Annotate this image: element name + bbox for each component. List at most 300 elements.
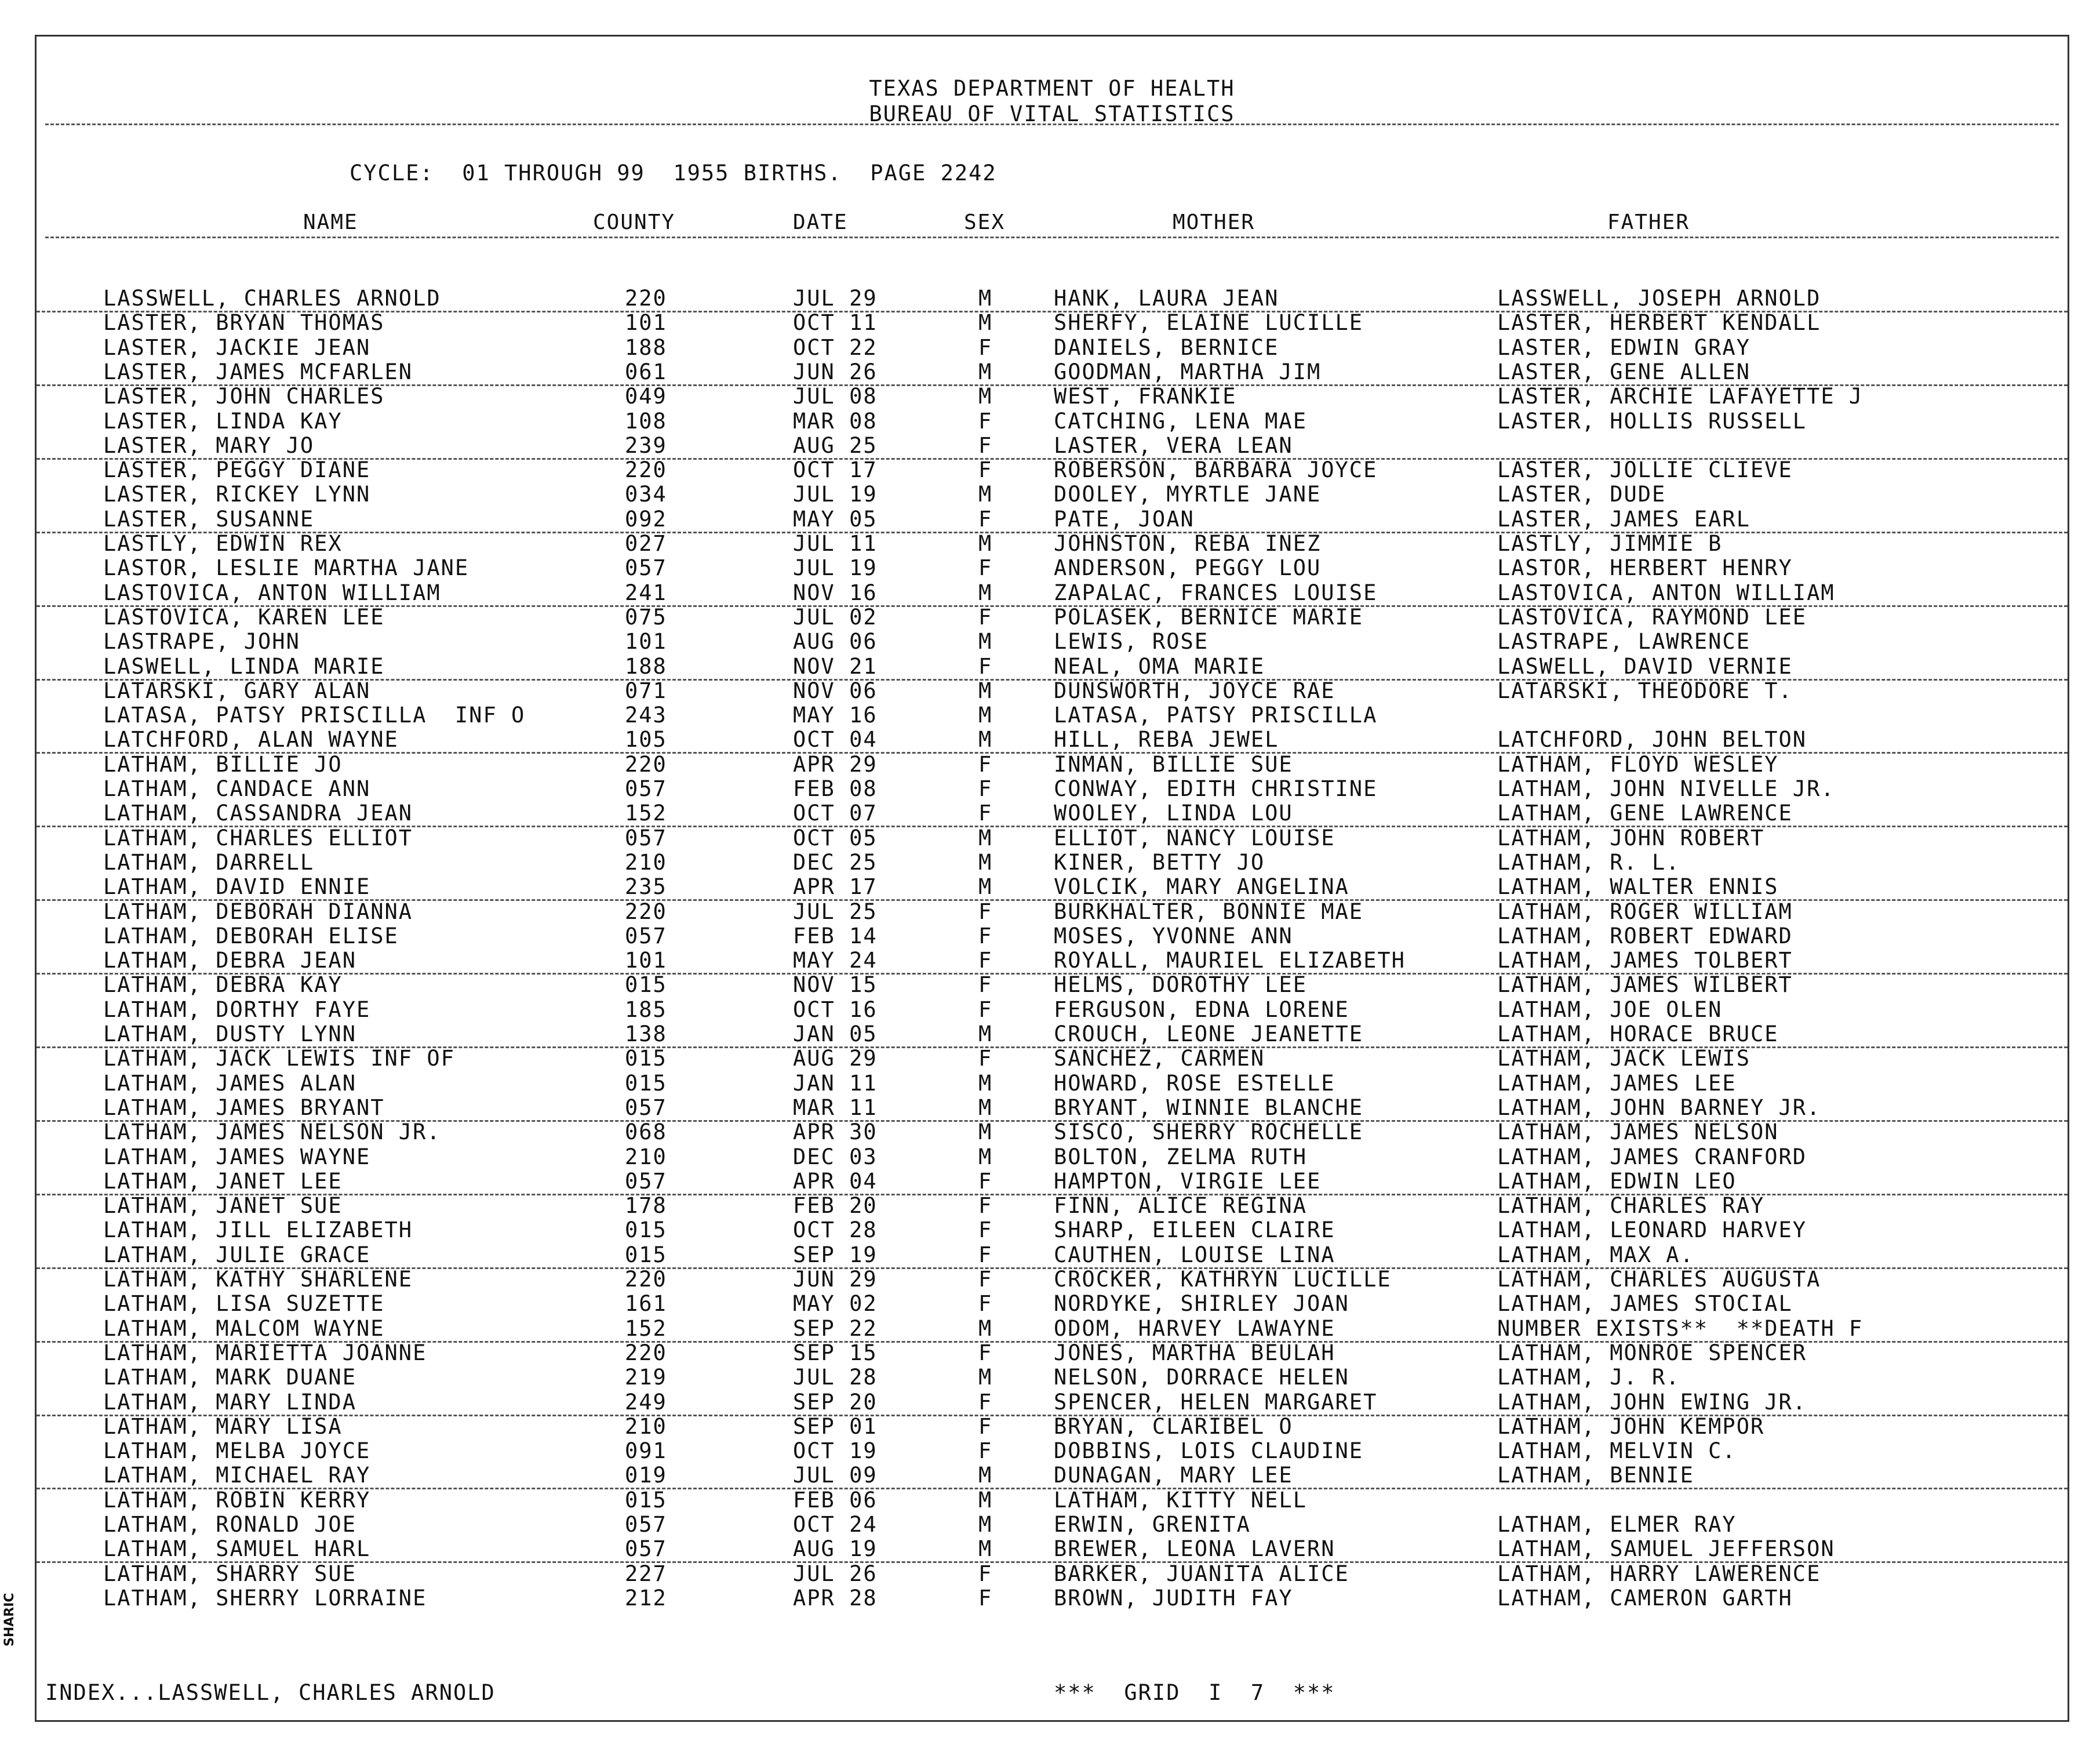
cell-date: FEB 20: [793, 1193, 878, 1219]
table-row: [37, 948, 2068, 975]
cell-county: 239: [625, 432, 667, 458]
cell-sex: F: [978, 432, 993, 458]
cell-name: LATHAM, ROBIN KERRY: [103, 1487, 371, 1513]
cell-date: JUN 29: [793, 1267, 878, 1292]
cell-county: 034: [625, 482, 667, 507]
cell-name: LATHAM, DEBORAH DIANNA: [103, 899, 413, 924]
cell-date: DEC 25: [793, 849, 878, 875]
table-row: [37, 874, 2068, 901]
cell-father: LASTER, ARCHIE LAFAYETTE J: [1497, 384, 1864, 409]
cell-mother: LEWIS, ROSE: [1054, 629, 1209, 655]
cell-father: LATHAM, EDWIN LEO: [1497, 1168, 1737, 1194]
table-row: [37, 850, 2068, 875]
cell-father: LATHAM, CHARLES RAY: [1497, 1193, 1765, 1219]
cell-sex: M: [978, 849, 993, 875]
cell-date: AUG 29: [793, 1046, 878, 1071]
cell-mother: SANCHEZ, CARMEN: [1054, 1046, 1265, 1071]
cell-mother: CATCHING, LENA MAE: [1054, 408, 1307, 434]
cell-date: OCT 07: [793, 801, 878, 826]
cell-sex: F: [978, 1242, 993, 1267]
cell-mother: ZAPALAC, FRANCES LOUISE: [1054, 580, 1378, 605]
table-row: [37, 1512, 2068, 1537]
cell-sex: M: [978, 629, 993, 655]
table-row: [37, 1438, 2068, 1463]
cell-father: LASTER, JOLLIE CLIEVE: [1497, 457, 1793, 483]
cell-father: LATHAM, JACK LEWIS: [1497, 1046, 1750, 1071]
table-row: [37, 703, 2068, 728]
cell-name: LATHAM, DEBORAH ELISE: [103, 923, 399, 948]
cell-father: LASWELL, DAVID VERNIE: [1497, 653, 1793, 679]
side-label: SHARIC: [2, 1593, 17, 1647]
cell-mother: ERWIN, GRENITA: [1054, 1512, 1251, 1537]
cell-mother: INMAN, BILLIE SUE: [1054, 751, 1293, 777]
cell-county: 235: [625, 874, 667, 900]
table-row: [37, 605, 2068, 630]
cell-date: JUL 19: [793, 555, 878, 581]
cell-county: 015: [625, 1046, 667, 1071]
table-row: [37, 972, 2068, 997]
cell-date: MAY 16: [793, 703, 878, 728]
cell-father: LATHAM, J. R.: [1497, 1365, 1680, 1390]
cell-date: APR 29: [793, 751, 878, 777]
cell-name: LATHAM, SHARRY SUE: [103, 1561, 356, 1586]
cell-father: LATHAM, JOHN NIVELLE JR.: [1497, 776, 1835, 801]
cell-sex: M: [978, 1070, 993, 1096]
cell-name: LATHAM, JILL ELIZABETH: [103, 1217, 413, 1243]
cell-mother: DANIELS, BERNICE: [1054, 335, 1279, 360]
cell-county: 210: [625, 1144, 667, 1169]
table-row: [37, 678, 2068, 703]
cell-father: LATHAM, JAMES LEE: [1497, 1070, 1737, 1096]
cell-county: 188: [625, 653, 667, 679]
cell-county: 068: [625, 1120, 667, 1145]
cell-name: LATHAM, JAMES BRYANT: [103, 1095, 385, 1120]
cell-sex: M: [978, 531, 993, 556]
column-header-sex: SEX: [964, 210, 1006, 234]
cell-date: NOV 06: [793, 678, 878, 703]
cell-father: LATHAM, HARRY LAWERENCE: [1497, 1561, 1821, 1586]
cell-sex: M: [978, 727, 993, 753]
cell-sex: F: [978, 948, 993, 973]
cell-father: LASTER, HOLLIS RUSSELL: [1497, 408, 1807, 434]
cell-date: FEB 14: [793, 923, 878, 948]
cell-father: LATHAM, JOE OLEN: [1497, 997, 1723, 1022]
cell-name: LATHAM, CASSANDRA JEAN: [103, 801, 413, 826]
cell-name: LATHAM, CANDACE ANN: [103, 776, 371, 801]
cell-name: LATHAM, DORTHY FAYE: [103, 997, 371, 1022]
cell-county: 220: [625, 1340, 667, 1365]
cell-date: FEB 06: [793, 1487, 878, 1513]
header-rule: [45, 123, 2059, 125]
bureau-title: BUREAU OF VITAL STATISTICS: [869, 101, 1235, 126]
cell-sex: F: [978, 1585, 993, 1611]
cell-mother: LATASA, PATSY PRISCILLA: [1054, 703, 1378, 728]
cell-county: 212: [625, 1585, 667, 1611]
cell-date: JUL 28: [793, 1365, 878, 1390]
cell-sex: F: [978, 1561, 993, 1586]
cell-sex: F: [978, 408, 993, 434]
cell-mother: VOLCIK, MARY ANGELINA: [1054, 874, 1349, 900]
cell-name: LATHAM, JAMES NELSON JR.: [103, 1120, 441, 1145]
cell-father: LATHAM, LEONARD HARVEY: [1497, 1217, 1807, 1243]
cell-date: JUN 26: [793, 359, 878, 384]
cell-date: JUL 11: [793, 531, 878, 556]
cell-date: NOV 16: [793, 580, 878, 605]
table-row: [37, 1169, 2068, 1195]
table-row: [37, 629, 2068, 654]
cell-father: LASTER, DUDE: [1497, 482, 1666, 507]
table-row: [37, 924, 2068, 948]
cell-date: OCT 19: [793, 1438, 878, 1464]
cell-date: MAR 11: [793, 1095, 878, 1120]
table-row: [37, 727, 2068, 754]
cell-mother: CROCKER, KATHRYN LUCILLE: [1054, 1267, 1392, 1292]
cell-date: FEB 08: [793, 776, 878, 801]
cell-father: LATHAM, FLOYD WESLEY: [1497, 751, 1779, 777]
cell-date: MAY 24: [793, 948, 878, 973]
cell-sex: M: [978, 310, 993, 336]
cell-father: LATHAM, ROGER WILLIAM: [1497, 899, 1793, 924]
cell-sex: M: [978, 1095, 993, 1120]
table-row: [37, 433, 2068, 460]
cell-sex: F: [978, 776, 993, 801]
cell-name: LASTER, JACKIE JEAN: [103, 335, 371, 360]
cell-sex: M: [978, 874, 993, 900]
cell-date: JUL 09: [793, 1463, 878, 1488]
cell-county: 178: [625, 1193, 667, 1219]
cell-father: LASTOVICA, RAYMOND LEE: [1497, 604, 1807, 630]
cell-sex: F: [978, 1193, 993, 1219]
cell-date: SEP 20: [793, 1389, 878, 1415]
column-header-name: NAME: [303, 210, 358, 234]
cell-sex: F: [978, 1291, 993, 1317]
cell-county: 220: [625, 286, 667, 311]
table-row: [37, 359, 2068, 386]
cell-sex: M: [978, 1463, 993, 1488]
table-row: [37, 752, 2068, 777]
cell-date: AUG 25: [793, 432, 878, 458]
document-frame: [35, 35, 2069, 1722]
cell-date: JAN 05: [793, 1022, 878, 1046]
cell-county: 057: [625, 1536, 667, 1562]
cell-name: LATHAM, SAMUEL HARL: [103, 1536, 371, 1562]
cell-county: 015: [625, 1070, 667, 1096]
cell-date: OCT 11: [793, 310, 878, 336]
cell-county: 188: [625, 335, 667, 360]
cell-county: 152: [625, 801, 667, 826]
cell-father: LASTOR, HERBERT HENRY: [1497, 555, 1793, 581]
cell-mother: DUNAGAN, MARY LEE: [1054, 1463, 1293, 1488]
cell-sex: F: [978, 1389, 993, 1415]
cell-county: 027: [625, 531, 667, 556]
cell-father: LATCHFORD, JOHN BELTON: [1497, 727, 1807, 753]
cycle-line: CYCLE: 01 THROUGH 99 1955 BIRTHS. PAGE 2242: [350, 161, 997, 186]
cell-mother: CROUCH, LEONE JEANETTE: [1054, 1022, 1364, 1046]
cell-name: LATARSKI, GARY ALAN: [103, 678, 371, 703]
cell-date: JUL 26: [793, 1561, 878, 1586]
cell-name: LASTER, JAMES MCFARLEN: [103, 359, 413, 384]
cell-mother: JOHNSTON, REBA INEZ: [1054, 531, 1322, 556]
cell-name: LASTER, LINDA KAY: [103, 408, 343, 434]
cell-sex: M: [978, 1120, 993, 1145]
cell-name: LATHAM, DAVID ENNIE: [103, 874, 371, 900]
cell-name: LASWELL, LINDA MARIE: [103, 653, 385, 679]
cell-sex: F: [978, 1267, 993, 1292]
cell-name: LATHAM, MARY LISA: [103, 1413, 343, 1439]
cell-father: NUMBER EXISTS** **DEATH F: [1497, 1315, 1864, 1341]
cell-date: JUL 25: [793, 899, 878, 924]
cell-mother: ROBERSON, BARBARA JOYCE: [1054, 457, 1378, 483]
cell-sex: F: [978, 972, 993, 998]
cell-county: 015: [625, 972, 667, 998]
cell-father: LATHAM, R. L.: [1497, 849, 1680, 875]
cell-name: LASTER, PEGGY DIANE: [103, 457, 371, 483]
cell-date: OCT 22: [793, 335, 878, 360]
cell-sex: M: [978, 1487, 993, 1513]
table-row: [37, 457, 2068, 482]
table-row: [37, 1414, 2068, 1439]
cell-mother: HILL, REBA JEWEL: [1054, 727, 1279, 753]
cell-sex: F: [978, 1168, 993, 1194]
cell-father: LATARSKI, THEODORE T.: [1497, 678, 1793, 703]
cell-father: LATHAM, JAMES WILBERT: [1497, 972, 1793, 998]
cell-mother: BARKER, JUANITA ALICE: [1054, 1561, 1349, 1586]
cell-mother: BRYANT, WINNIE BLANCHE: [1054, 1095, 1364, 1120]
cell-mother: BROWN, JUDITH FAY: [1054, 1585, 1293, 1611]
cell-name: LASTER, SUSANNE: [103, 506, 315, 532]
cell-name: LASTRAPE, JOHN: [103, 629, 300, 655]
grid-footer: *** GRID I 7 ***: [1054, 1680, 1335, 1705]
cell-father: LATHAM, CHARLES AUGUSTA: [1497, 1267, 1821, 1292]
table-row: [37, 899, 2068, 924]
cell-father: LATHAM, JAMES TOLBERT: [1497, 948, 1793, 973]
cell-mother: WOOLEY, LINDA LOU: [1054, 801, 1293, 826]
table-row: [37, 1536, 2068, 1563]
cell-sex: F: [978, 923, 993, 948]
cell-father: LATHAM, CAMERON GARTH: [1497, 1585, 1793, 1611]
cell-county: 210: [625, 1413, 667, 1439]
cell-county: 243: [625, 703, 667, 728]
cell-father: LASTRAPE, LAWRENCE: [1497, 629, 1750, 655]
cell-mother: SHERFY, ELAINE LUCILLE: [1054, 310, 1364, 336]
cell-name: LATHAM, DEBRA JEAN: [103, 948, 356, 973]
cell-mother: DOBBINS, LOIS CLAUDINE: [1054, 1438, 1364, 1464]
cell-father: LASTOVICA, ANTON WILLIAM: [1497, 580, 1835, 605]
cell-date: APR 30: [793, 1120, 878, 1145]
cell-county: 057: [625, 555, 667, 581]
cell-father: LATHAM, JOHN BARNEY JR.: [1497, 1095, 1821, 1120]
cell-sex: F: [978, 1046, 993, 1071]
cell-name: LATHAM, JACK LEWIS INF OF: [103, 1046, 455, 1071]
cell-sex: M: [978, 825, 993, 850]
table-row: [37, 1561, 2068, 1586]
cell-county: 091: [625, 1438, 667, 1464]
cell-name: LATHAM, MARIETTA JOANNE: [103, 1340, 427, 1365]
cell-name: LASTER, JOHN CHARLES: [103, 384, 385, 409]
cell-county: 075: [625, 604, 667, 630]
cell-mother: ELLIOT, NANCY LOUISE: [1054, 825, 1335, 850]
table-row: [37, 482, 2068, 507]
cell-mother: POLASEK, BERNICE MARIE: [1054, 604, 1364, 630]
cell-county: 057: [625, 776, 667, 801]
cell-date: SEP 15: [793, 1340, 878, 1365]
cell-sex: F: [978, 653, 993, 679]
cell-mother: SPENCER, HELEN MARGARET: [1054, 1389, 1378, 1415]
cell-sex: M: [978, 703, 993, 728]
table-row: [37, 1120, 2068, 1144]
column-header-county: COUNTY: [593, 210, 676, 234]
cell-sex: F: [978, 1438, 993, 1464]
cell-date: APR 17: [793, 874, 878, 900]
table-row: [37, 1267, 2068, 1292]
cell-county: 057: [625, 1512, 667, 1537]
cell-date: JUL 29: [793, 286, 878, 311]
cell-county: 108: [625, 408, 667, 434]
cell-county: 220: [625, 751, 667, 777]
cell-name: LATHAM, KATHY SHARLENE: [103, 1267, 413, 1292]
cell-mother: BREWER, LEONA LAVERN: [1054, 1536, 1335, 1562]
table-row: [37, 1193, 2068, 1218]
cell-sex: F: [978, 801, 993, 826]
cell-father: LATHAM, JOHN ROBERT: [1497, 825, 1765, 850]
cell-mother: ODOM, HARVEY LAWAYNE: [1054, 1315, 1335, 1341]
table-row: [37, 286, 2068, 312]
table-row: [37, 384, 2068, 409]
cell-father: LATHAM, HORACE BRUCE: [1497, 1022, 1779, 1046]
cell-father: LATHAM, JOHN EWING JR.: [1497, 1389, 1807, 1415]
cell-name: LATCHFORD, ALAN WAYNE: [103, 727, 399, 753]
table-row: [37, 1144, 2068, 1169]
table-row: [37, 1291, 2068, 1316]
cell-mother: HOWARD, ROSE ESTELLE: [1054, 1070, 1335, 1096]
cell-sex: F: [978, 1413, 993, 1439]
cell-sex: F: [978, 1340, 993, 1365]
cell-sex: M: [978, 1512, 993, 1537]
cell-name: LATHAM, MARY LINDA: [103, 1389, 356, 1415]
table-row: [37, 1046, 2068, 1071]
cell-date: OCT 04: [793, 727, 878, 753]
table-row: [37, 507, 2068, 533]
cell-name: LATHAM, MELBA JOYCE: [103, 1438, 371, 1464]
cell-date: JUL 02: [793, 604, 878, 630]
cell-county: 105: [625, 727, 667, 753]
table-row: [37, 1488, 2068, 1513]
cell-name: LATHAM, DARRELL: [103, 849, 315, 875]
cell-date: AUG 19: [793, 1536, 878, 1562]
cell-sex: M: [978, 580, 993, 605]
cell-mother: BRYAN, CLARIBEL O: [1054, 1413, 1293, 1439]
cell-sex: F: [978, 555, 993, 581]
cell-mother: DOOLEY, MYRTLE JANE: [1054, 482, 1322, 507]
table-row: [37, 654, 2068, 681]
table-row: [37, 826, 2068, 850]
cell-name: LATHAM, DEBRA KAY: [103, 972, 343, 998]
table-row: [37, 776, 2068, 801]
table-row: [37, 1365, 2068, 1390]
cell-mother: MOSES, YVONNE ANN: [1054, 923, 1293, 948]
table-row: [37, 1242, 2068, 1269]
cell-date: SEP 01: [793, 1413, 878, 1439]
cell-father: LASSWELL, JOSEPH ARNOLD: [1497, 286, 1821, 311]
cell-county: 092: [625, 506, 667, 532]
cell-date: OCT 28: [793, 1217, 878, 1243]
cell-county: 015: [625, 1487, 667, 1513]
cell-date: SEP 19: [793, 1242, 878, 1267]
cell-name: LATHAM, JAMES WAYNE: [103, 1144, 371, 1169]
cell-date: MAY 02: [793, 1291, 878, 1317]
cell-county: 015: [625, 1242, 667, 1267]
cell-mother: HELMS, DOROTHY LEE: [1054, 972, 1307, 998]
table-row: [37, 1390, 2068, 1416]
cell-name: LATHAM, JANET LEE: [103, 1168, 343, 1194]
table-row: [37, 409, 2068, 434]
cell-county: 049: [625, 384, 667, 409]
cell-father: LATHAM, JAMES STOCIAL: [1497, 1291, 1793, 1317]
cell-name: LASTER, BRYAN THOMAS: [103, 310, 385, 336]
cell-name: LATHAM, BILLIE JO: [103, 751, 343, 777]
cell-date: OCT 24: [793, 1512, 878, 1537]
cell-father: LASTER, HERBERT KENDALL: [1497, 310, 1821, 336]
cell-mother: ROYALL, MAURIEL ELIZABETH: [1054, 948, 1406, 973]
cell-date: JUL 19: [793, 482, 878, 507]
cell-county: 210: [625, 849, 667, 875]
cell-father: LATHAM, MONROE SPENCER: [1497, 1340, 1807, 1365]
cell-name: LASTOVICA, KAREN LEE: [103, 604, 385, 630]
column-header-rule: [45, 237, 2059, 238]
cell-county: 220: [625, 457, 667, 483]
cell-date: OCT 17: [793, 457, 878, 483]
column-header-father: FATHER: [1607, 210, 1690, 234]
cell-mother: CONWAY, EDITH CHRISTINE: [1054, 776, 1378, 801]
cell-father: LATHAM, WALTER ENNIS: [1497, 874, 1779, 900]
cell-county: 057: [625, 923, 667, 948]
cell-name: LASTER, RICKEY LYNN: [103, 482, 371, 507]
cell-mother: HAMPTON, VIRGIE LEE: [1054, 1168, 1322, 1194]
table-row: [37, 1217, 2068, 1242]
cell-sex: F: [978, 604, 993, 630]
cell-sex: F: [978, 1217, 993, 1243]
column-header-mother: MOTHER: [1173, 210, 1255, 234]
cell-county: 071: [625, 678, 667, 703]
table-row: [37, 335, 2068, 360]
cell-name: LATHAM, SHERRY LORRAINE: [103, 1585, 427, 1611]
cell-mother: PATE, JOAN: [1054, 506, 1195, 532]
cell-county: 220: [625, 1267, 667, 1292]
table-row: [37, 1586, 2068, 1611]
cell-father: LATHAM, JOHN KEMPOR: [1497, 1413, 1765, 1439]
cell-mother: HANK, LAURA JEAN: [1054, 286, 1279, 311]
cell-mother: WEST, FRANKIE: [1054, 384, 1237, 409]
cell-county: 057: [625, 825, 667, 850]
cell-father: LATHAM, JAMES CRANFORD: [1497, 1144, 1807, 1169]
cell-name: LATHAM, DUSTY LYNN: [103, 1022, 356, 1046]
agency-title: TEXAS DEPARTMENT OF HEALTH: [869, 76, 1235, 101]
cell-mother: CAUTHEN, LOUISE LINA: [1054, 1242, 1335, 1267]
cell-father: LASTER, EDWIN GRAY: [1497, 335, 1750, 360]
cell-date: APR 04: [793, 1168, 878, 1194]
cell-name: LATASA, PATSY PRISCILLA INF O: [103, 703, 526, 728]
cell-name: LATHAM, RONALD JOE: [103, 1512, 356, 1537]
table-row: [37, 997, 2068, 1022]
cell-sex: M: [978, 1365, 993, 1390]
cell-name: LATHAM, JULIE GRACE: [103, 1242, 371, 1267]
table-row: [37, 1071, 2068, 1096]
cell-mother: JONES, MARTHA BEULAH: [1054, 1340, 1335, 1365]
column-header-date: DATE: [793, 210, 848, 234]
cell-sex: F: [978, 899, 993, 924]
table-row: [37, 310, 2068, 335]
cell-county: 161: [625, 1291, 667, 1317]
